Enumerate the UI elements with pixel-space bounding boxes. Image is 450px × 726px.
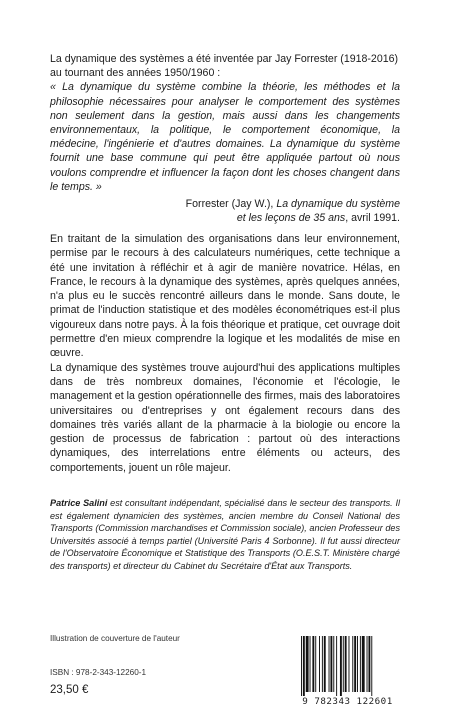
description-section [50,232,400,475]
cite-date: , avril 1991. [345,212,400,225]
illustration-credit: Illustration de couverture de l'auteur [50,634,180,643]
intro-section [50,52,400,225]
description-paragraph-2: La dynamique des systèmes trouve aujourd'hui des applications multiples dans de très nombreux domaines, l'économie et l'écologie, le management et la gestion opérationnelle des firmes, mais des laboratoires universitaires ou d'entreprises y ont également recours dans des domaines très variés allant de la pharmacie à la biologie ou encore la gestion de processus de fabrication : partout où des interactions dynamiques, des interrelations entre éléments ou acteurs, des comportements, jouent un rôle majeur. [50,361,400,474]
bio-paragraph [50,497,400,573]
cite-title-2: et les leçons de 35 ans [236,212,346,225]
bio-text: est consultant indépendant, spécialisé dans le secteur des transports. Il est également dynamicien des systèmes, ancien membre du Conseil National des Transports (Commission marchandises et Commission sociale), ancien Professeur des Universités associé à temps partiel (Université Paris 4 Sorbonne). Il fut aussi directeur de l'Observatoire Économique et Statistique des Transports (O.E.S.T. Ministère chargé des transports) et directeur du Cabinet du Secrétaire d'État aux Transports. [50,498,400,571]
price: 23,50 € [50,684,89,696]
author-name: Patrice Salini [50,498,108,508]
barcode [295,634,400,712]
isbn: ISBN : 978-2-343-12260-1 [50,668,147,677]
description-paragraph-1: En traitant de la simulation des organisations dans leur environnement, permise par le recours à des calculateurs numériques, cette technique a été une invitation à réfléchir et à agir de manière novatrice. Hélas, en France, le recours à la dynamique des systèmes, après quelques années, n'a plus eu le succès rencontré ailleurs dans le monde. Sans doute, le primat de l'induction statistique et des modèles économétriques est-il plus vigoureux dans notre pays. À la fois théorique et pratique, cet ouvrage doit permettre d'en mieux comprendre la logique et les modalités de mise en œuvre. [50,233,400,360]
quote-citation [50,197,400,225]
author-bio [50,497,400,573]
cite-author: Forrester (Jay W.), [185,198,277,211]
cite-title-1: La dynamique du système [276,198,400,211]
barcode-bars [295,634,400,696]
intro-line-2: au tournant des années 1950/1960 : [50,67,221,80]
forrester-quote: « La dynamique du système combine la théorie, les méthodes et la philosophie nécessaires pour analyser le comportement des systèmes non seulement dans la gestion, mais aussi dans les changements environnementaux, la politique, le comportement économique, la médecine, l'ingénierie et d'autres domaines. La dynamique du système fournit une base commune qui peut être appliquée partout où nous voulons comprendre et influencer la façon dont les choses changent dans le temps. » [50,81,400,193]
intro-line-1: La dynamique des systèmes a été inventée par Jay Forrester (1918-2016) [50,53,399,65]
barcode-number: 9 782343 122601 [302,696,393,707]
